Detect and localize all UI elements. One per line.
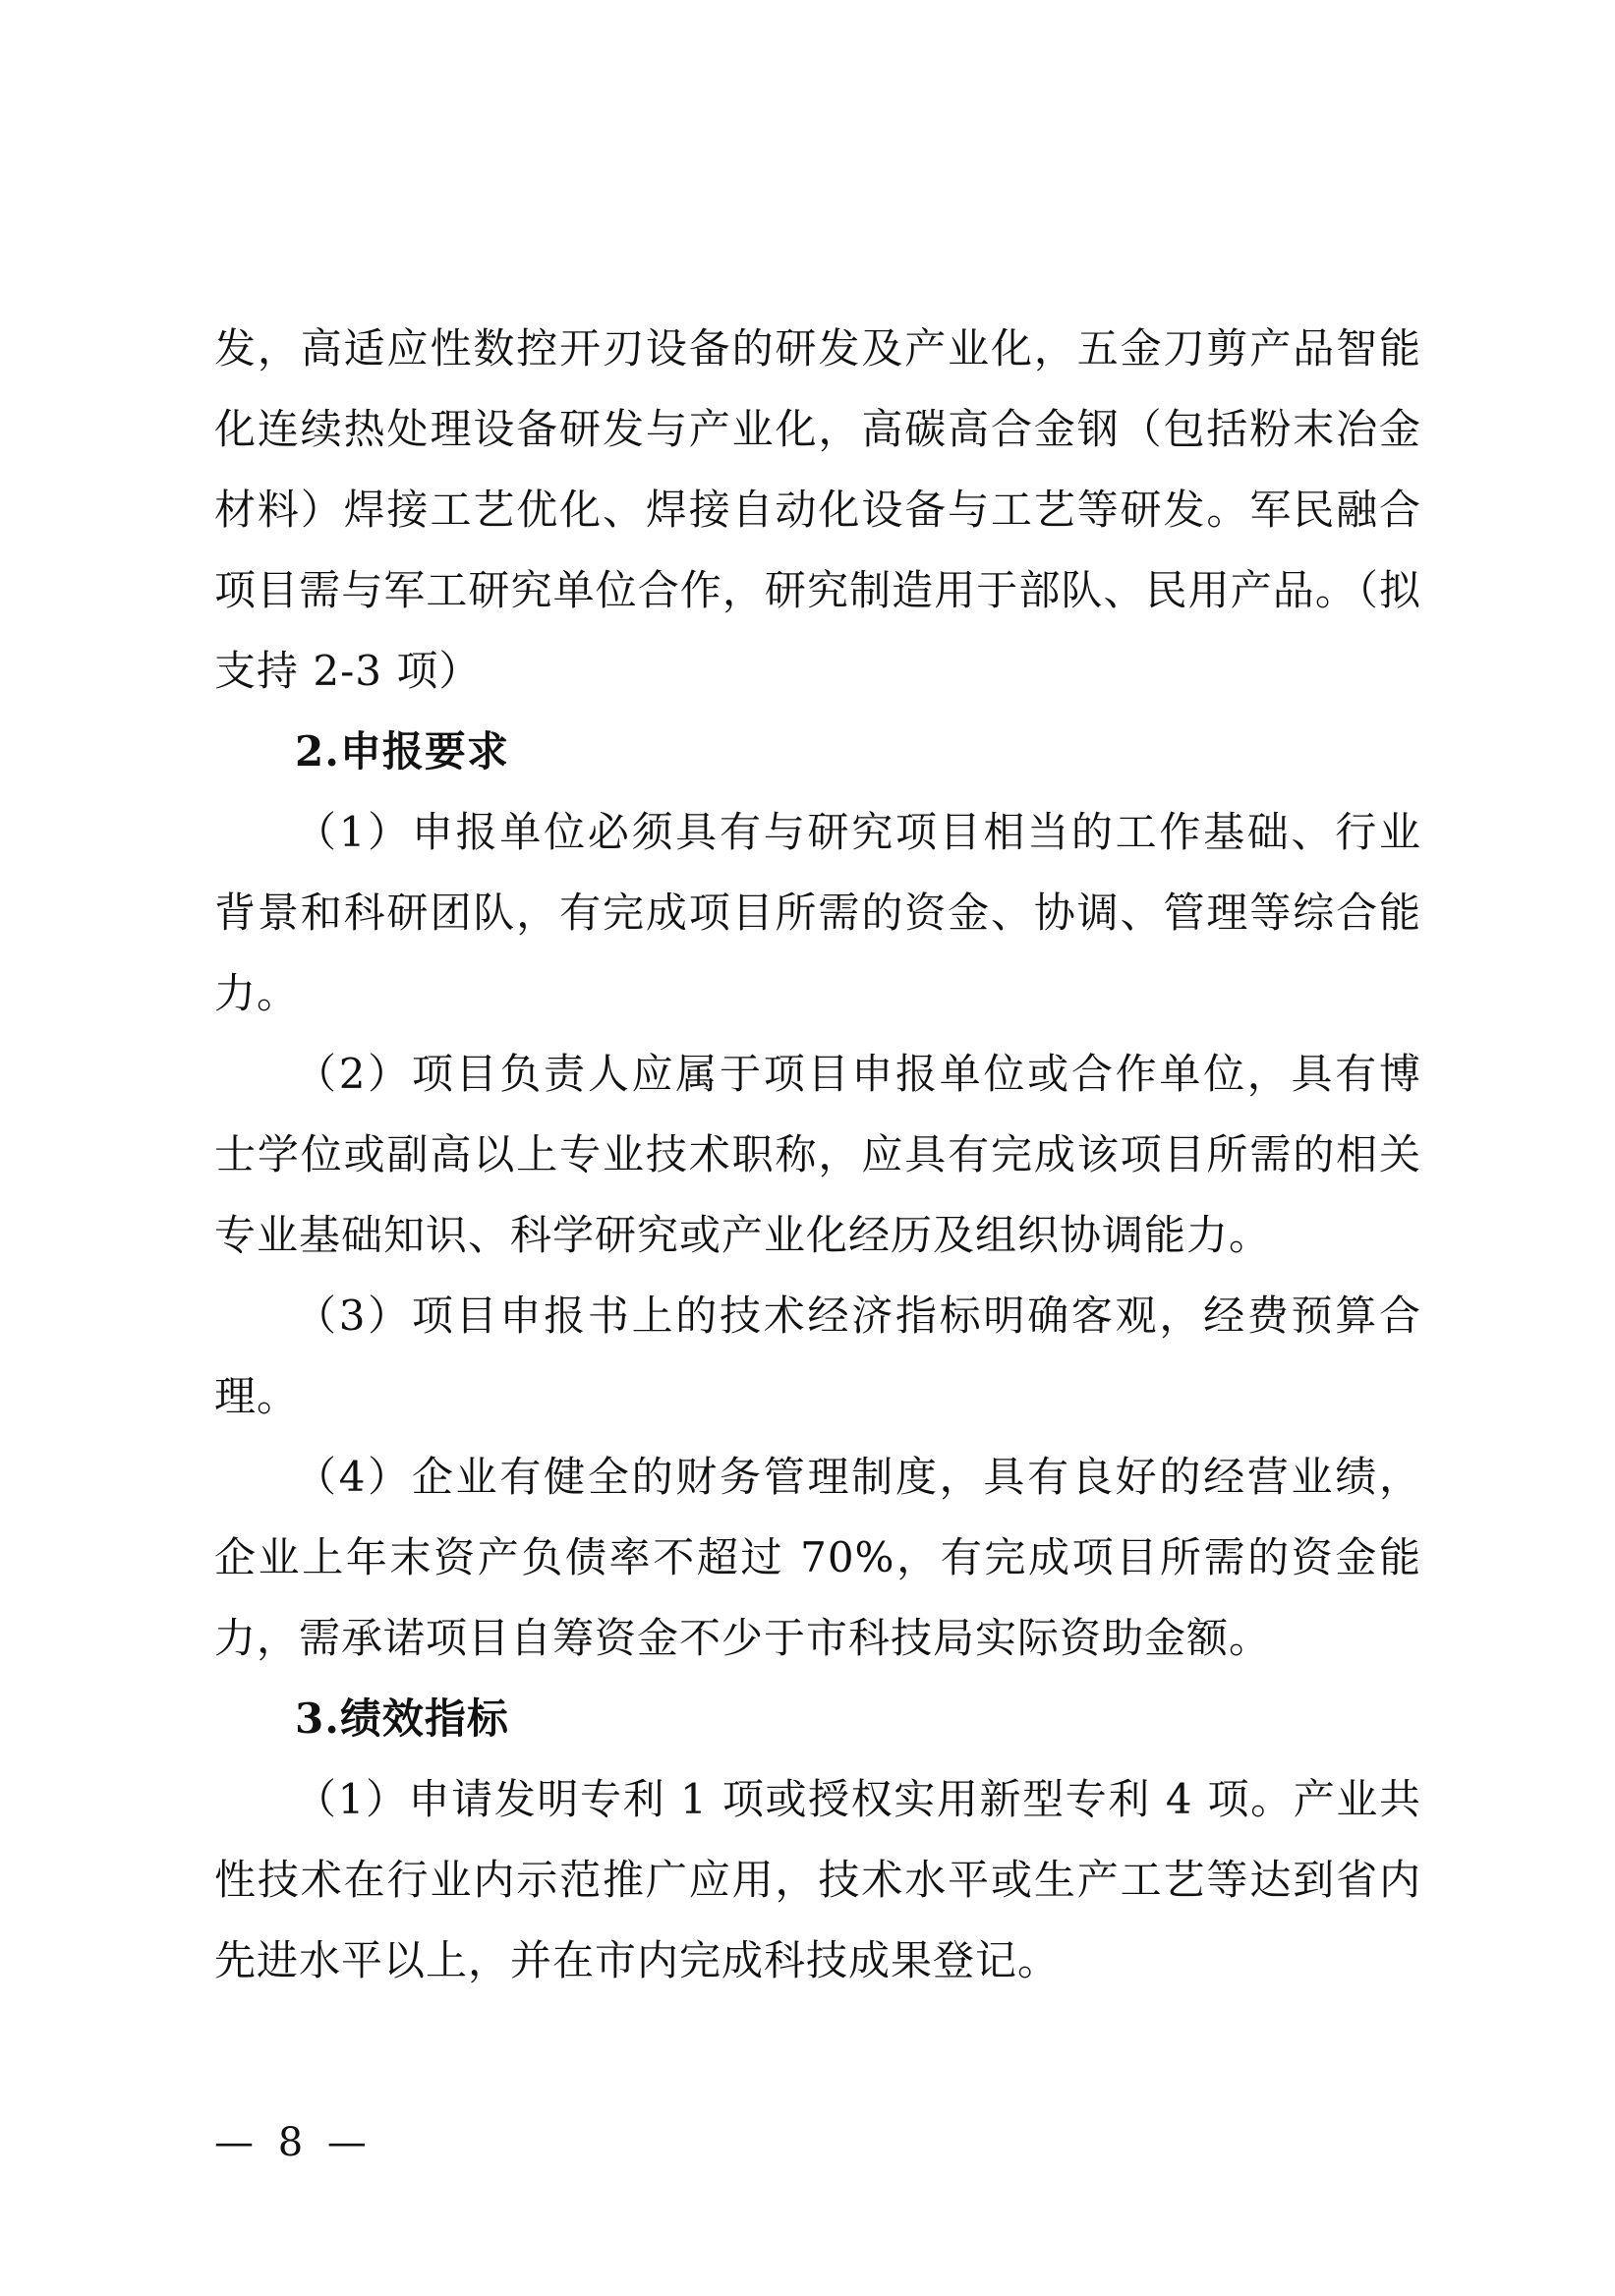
requirement-2: 专业基础知识、科学研究或产业化经历及组织协调能力。 xyxy=(214,1211,1272,1259)
page-number: — 8 — xyxy=(214,2120,373,2165)
requirement-1: 力。 xyxy=(214,969,300,1017)
requirement-4: 力，需承诺项目自筹资金不少于市科技局实际资助金额。 xyxy=(214,1614,1272,1662)
body-line: 化连续热处理设备研发与产业化，高碳高合金钢（包括粉末冶金 xyxy=(214,405,1421,453)
body-line: 材料）焊接工艺优化、焊接自动化设备与工艺等研发。军民融合 xyxy=(214,486,1421,534)
section-heading-3: 3.绩效指标 xyxy=(295,1694,509,1743)
requirement-4: （4）企业有健全的财务管理制度，具有良好的经营业绩， xyxy=(295,1453,1421,1501)
body-line: 发，高适应性数控开刃设备的研发及产业化，五金刀剪产品智能 xyxy=(214,324,1421,373)
indicator-1: 性技术在行业内示范推广应用，技术水平或生产工艺等达到省内 xyxy=(214,1856,1421,1904)
body-line: 支持 2-3 项） xyxy=(214,647,482,695)
requirement-3: 理。 xyxy=(214,1372,300,1420)
requirement-1: （1）申报单位必须具有与研究项目相当的工作基础、行业 xyxy=(295,808,1421,856)
requirement-3: （3）项目申报书上的技术经济指标明确客观，经费预算合 xyxy=(295,1292,1421,1340)
requirement-1: 背景和科研团队，有完成项目所需的资金、协调、管理等综合能 xyxy=(214,889,1421,937)
requirement-2: （2）项目负责人应属于项目申报单位或合作单位，具有博 xyxy=(295,1050,1421,1098)
indicator-1: 先进水平以上，并在市内完成科技成果登记。 xyxy=(214,1936,1061,1984)
indicator-1: （1）申请发明专利 1 项或授权实用新型专利 4 项。产业共 xyxy=(295,1775,1421,1823)
requirement-4: 企业上年末资产负债率不超过 70%，有完成项目所需的资金能 xyxy=(214,1533,1421,1581)
requirement-2: 士学位或副高以上专业技术职称，应具有完成该项目所需的相关 xyxy=(214,1130,1421,1178)
section-heading-2: 2.申报要求 xyxy=(295,727,509,775)
body-line: 项目需与军工研究单位合作，研究制造用于部队、民用产品。（拟 xyxy=(214,566,1421,614)
